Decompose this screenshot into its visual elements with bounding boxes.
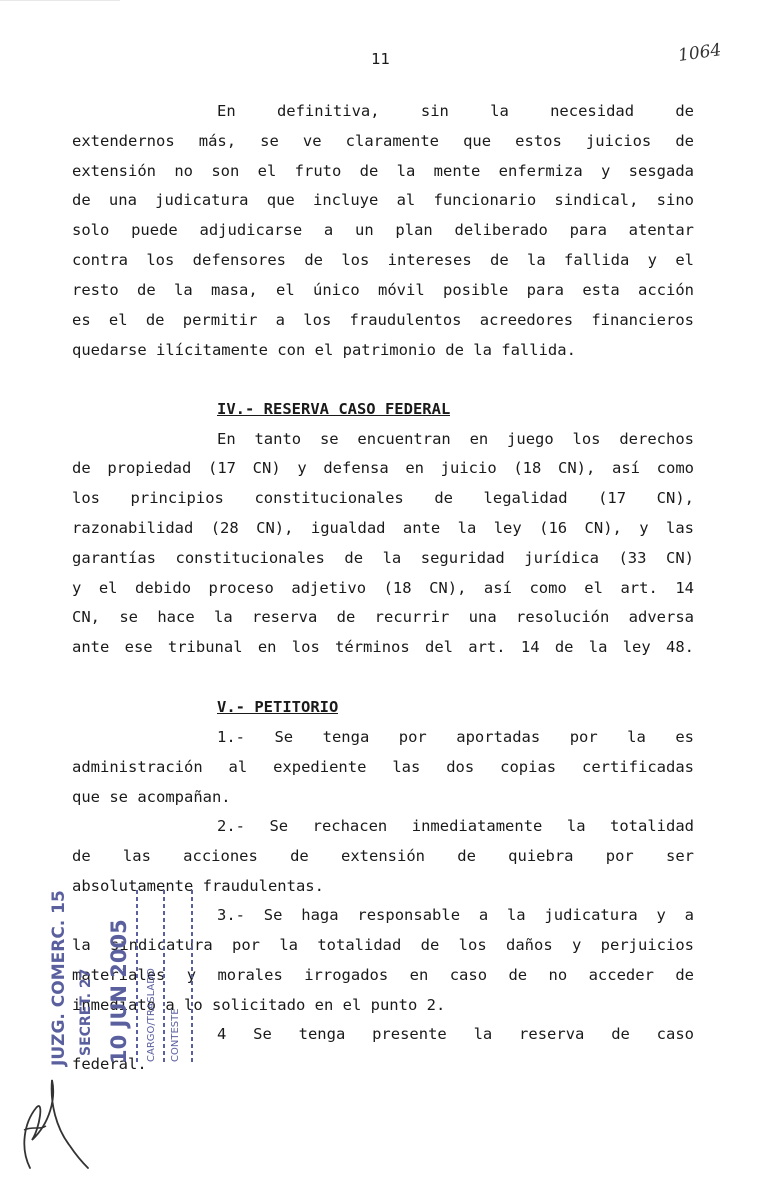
petition-item-4: federal. (72, 1055, 147, 1073)
petition-item-1: que se acompañan. (72, 788, 231, 806)
petition-item-4: 4 Se tenga presente la reserva de caso (217, 1025, 694, 1043)
paragraph-line: razonabilidad (28 CN), igualdad ante la ley (16 CN), y las (72, 519, 694, 537)
section-heading-reserva: IV.- RESERVA CASO FEDERAL (217, 400, 451, 418)
paragraph-line: garantías constitucionales de la seguridad jurídica (33 CN) (72, 549, 694, 567)
petition-item-3: materiales y morales irrogados en caso de no acceder de (72, 966, 694, 984)
paragraph-line: es el de permitir a los fraudulentos acreedores financieros (72, 311, 694, 329)
paragraph-line: los principios constitucionales de legalidad (17 CN), (72, 489, 694, 507)
petition-item-3: la sindicatura por la totalidad de los daños y perjuicios (72, 936, 694, 954)
petition-item-2: 2.- Se rechacen inmediatamente la totalidad (217, 817, 694, 835)
paragraph-line: CN, se hace la reserva de recurrir una resolución adversa (72, 608, 694, 626)
paragraph-line: resto de la masa, el único móvil posible para esta acción (72, 281, 694, 299)
petition-item-3: inmediato a lo solicitado en el punto 2. (72, 996, 446, 1014)
stamp-date: 10 JUN 2005 (107, 919, 131, 1064)
paragraph-line: de una judicatura que incluye al funcionario sindical, sino (72, 191, 694, 209)
paragraph-line: En definitiva, sin la necesidad de (217, 102, 694, 120)
paragraph-line: quedarse ilícitamente con el patrimonio de la fallida. (72, 341, 576, 359)
handwritten-signature (10, 1068, 100, 1178)
petition-item-2: absolutamente fraudulentas. (72, 877, 324, 895)
paragraph-line: de propiedad (17 CN) y defensa en juicio (18 CN), así como (72, 459, 694, 477)
petition-item-3: 3.- Se haga responsable a la judicatura y a (217, 906, 694, 924)
paragraph-line: extensión no son el fruto de la mente enfermiza y sesgada (72, 162, 694, 180)
section-heading-petitorio: V.- PETITORIO (217, 698, 339, 716)
handwritten-folio-number (676, 36, 724, 68)
paragraph-line: y el debido proceso adjetivo (18 CN), así como el art. 14 (72, 579, 694, 597)
stamp-cargo: CARGO/TRASLADO (146, 968, 157, 1062)
paragraph-line: extendernos más, se ve claramente que estos juicios de (72, 132, 694, 150)
petition-item-1: 1.- Se tenga por aportadas por la es (217, 728, 694, 746)
paragraph-line: contra los defensores de los intereses de la fallida y el (72, 251, 694, 269)
stamp-court-name: JUZG. COMERC. 15 (49, 890, 69, 1066)
paragraph-line: solo puede adjudicarse a un plan deliberado para atentar (72, 221, 694, 239)
stamp-conteste: CONTESTE (170, 1008, 181, 1062)
page-number: 11 (371, 50, 390, 68)
court-reception-stamp (40, 886, 210, 1068)
petition-item-2: de las acciones de extensión de quiebra por ser (72, 847, 694, 865)
paragraph-line: ante ese tribunal en los términos del art. 14 de la ley 48. (72, 638, 694, 656)
paragraph-line: En tanto se encuentran en juego los derechos (217, 430, 694, 448)
scan-edge-mark (0, 0, 120, 1)
stamp-secretary: SECRET. 27 (78, 968, 94, 1056)
svg-text:1064: 1064 (676, 40, 723, 66)
petition-item-1: administración al expediente las dos copias certificadas (72, 758, 694, 776)
